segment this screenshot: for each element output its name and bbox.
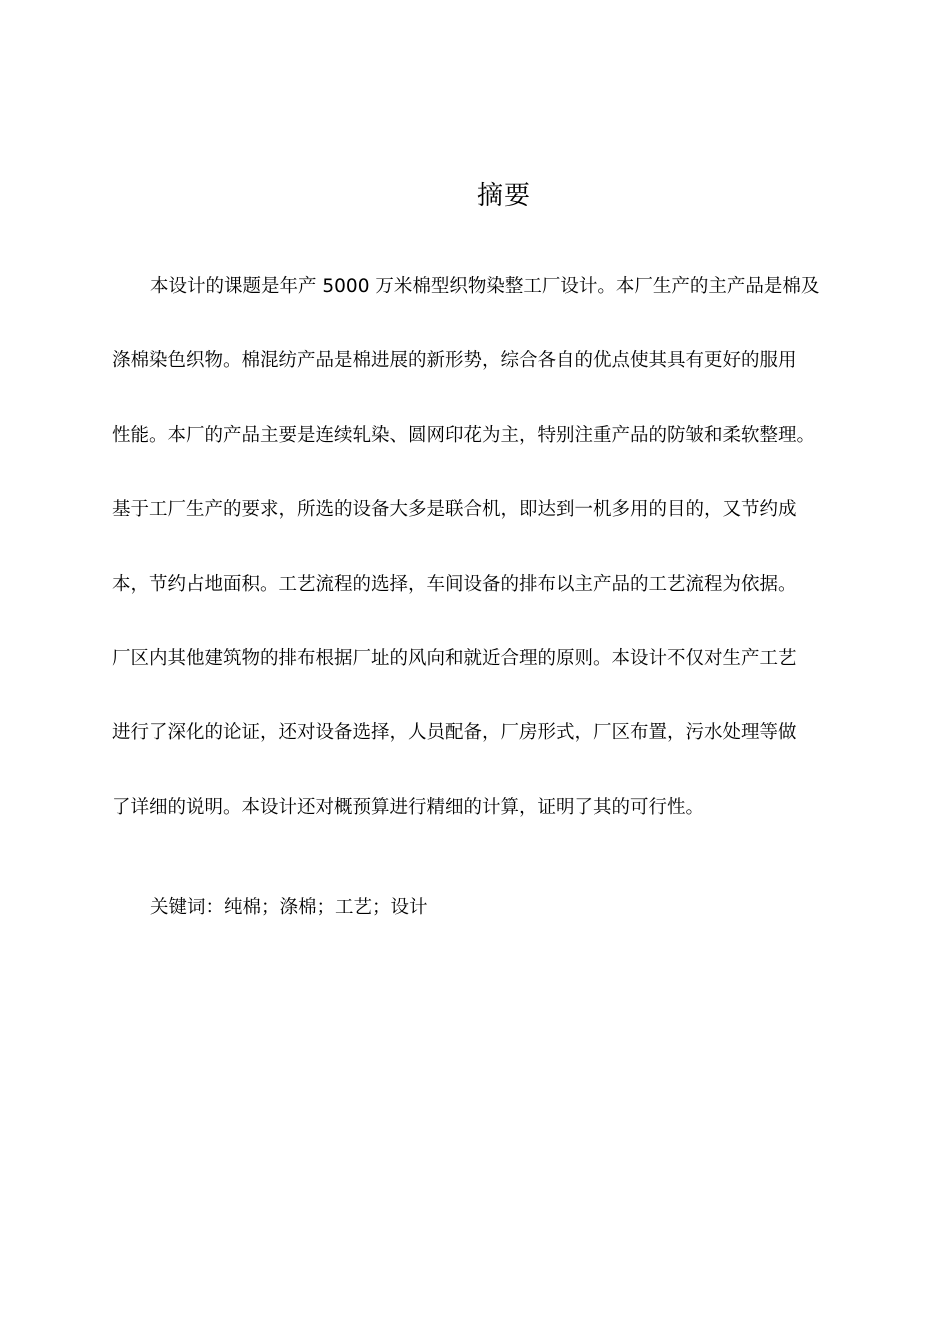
abstract-line-3: 性能。本厂的产品主要是连续轧染、圆网印花为主，特别注重产品的防皱和柔软整理。: [112, 425, 816, 446]
abstract-line-5: 本，节约占地面积。工艺流程的选择，车间设备的排布以主产品的工艺流程为依据。: [112, 574, 797, 595]
abstract-line-6: 厂区内其他建筑物的排布根据厂址的风向和就近合理的原则。本设计不仅对生产工艺: [112, 648, 797, 669]
abstract-line-7: 进行了深化的论证，还对设备选择，人员配备，厂房形式，厂区布置，污水处理等做: [112, 722, 797, 743]
abstract-title: 摘要: [476, 181, 531, 211]
abstract-line-8: 了详细的说明。本设计还对概预算进行精细的计算，证明了其的可行性。: [112, 797, 705, 818]
abstract-line-2: 涤棉染色织物。棉混纺产品是棉进展的新形势，综合各自的优点使其具有更好的服用: [112, 350, 797, 371]
abstract-line-4: 基于工厂生产的要求，所选的设备大多是联合机，即达到一机多用的目的，又节约成: [112, 499, 797, 520]
abstract-line-1: 本设计的课题是年产 5000 万米棉型织物染整工厂设计。本厂生产的主产品是棉及: [150, 276, 820, 297]
keywords-line: 关键词：纯棉；涤棉；工艺；设计: [150, 897, 428, 918]
